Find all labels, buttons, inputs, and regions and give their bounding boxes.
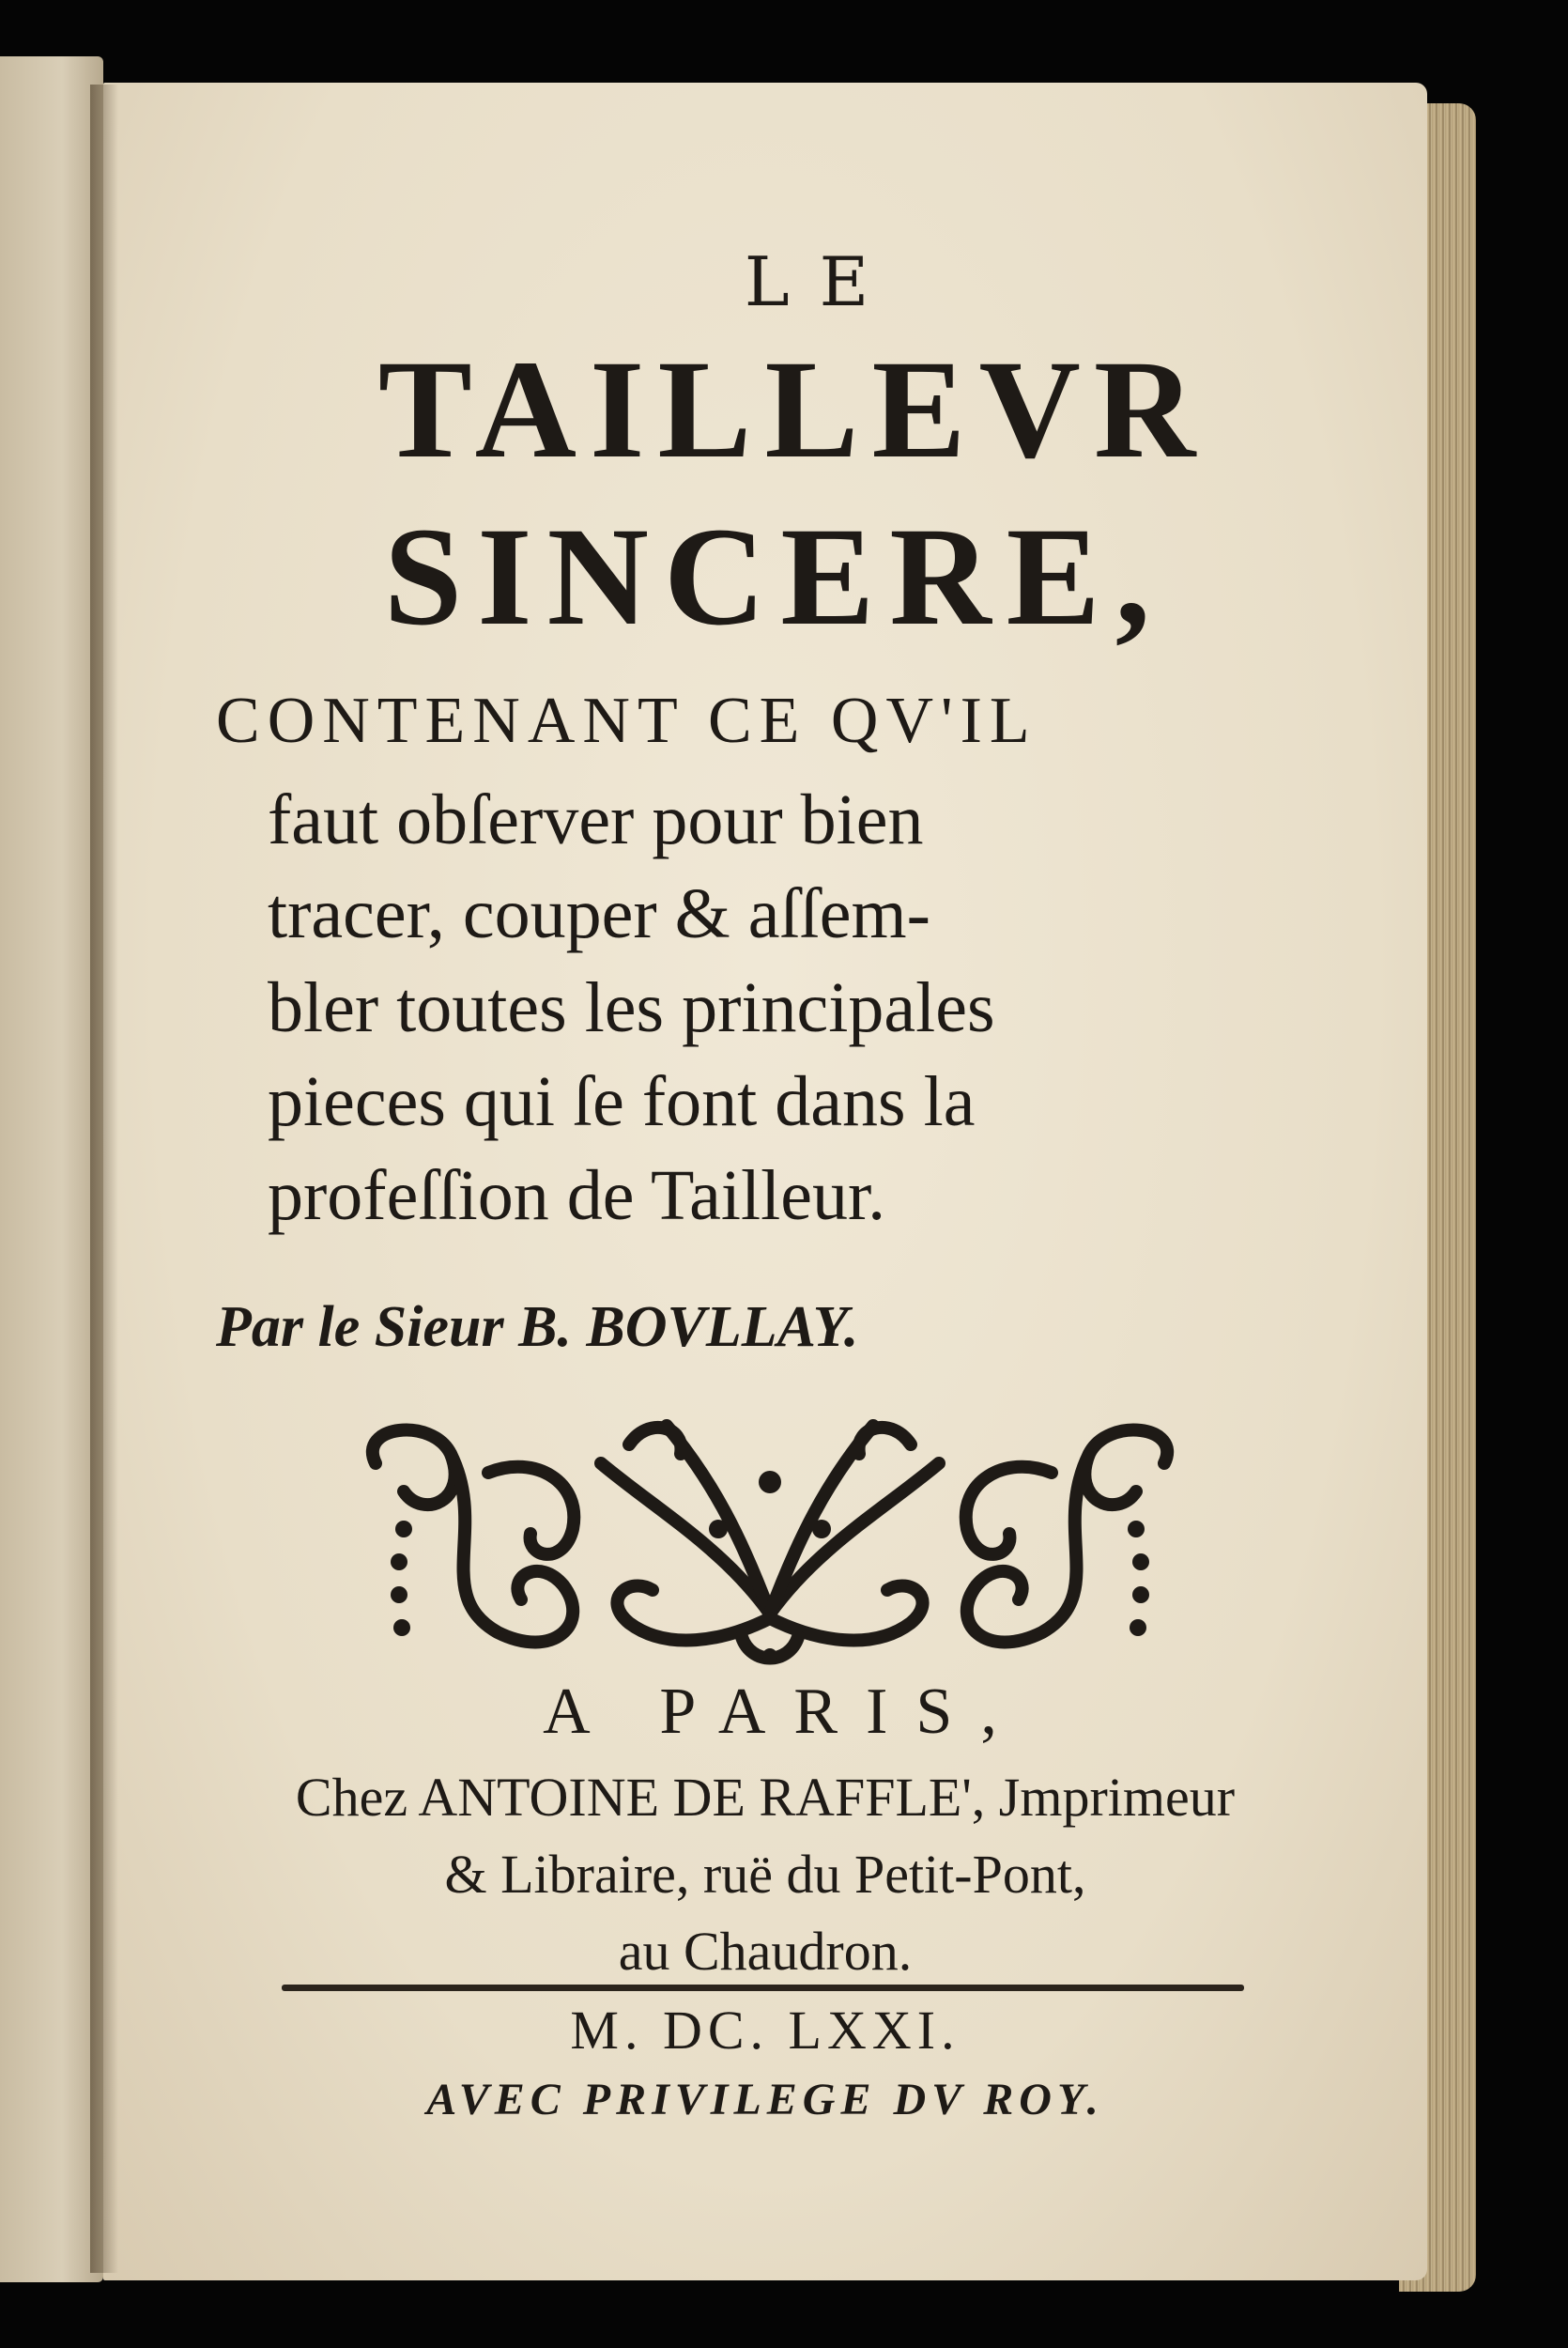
royal-privilege: AVEC PRIVILEGE DV ROY. [426,2075,1104,2124]
imprint-line-1: Chez ANTOINE DE RAFFLE', Jmprimeur [295,1767,1236,1828]
subtitle-line-2: tracer, couper & aſſem- [268,874,930,953]
author-line: Par le Sieur B. BOVLLAY. [216,1295,859,1359]
title-article: LE [744,242,899,321]
left-page [0,56,103,2282]
subtitle-line-3: bler toutes les principales [268,968,995,1047]
title-main: TAILLEVR [377,332,1209,487]
subtitle-line-4: pieces qui ſe font dans la [268,1062,976,1141]
subtitle-caps: CONTENANT CE QV'IL [216,685,1038,757]
floral-ornament-icon [347,1398,1192,1670]
horizontal-rule [282,1985,1244,1991]
spine-shadow [90,85,118,2273]
imprint-line-2: & Libraire, ruë du Petit-Pont, [444,1844,1086,1905]
title-sub: SINCERE, [383,499,1166,655]
imprint-line-3: au Chaudron. [618,1921,913,1982]
publication-date: M. DC. LXXI. [570,2000,961,2061]
title-page [103,83,1427,2280]
subtitle-line-1: faut obſerver pour bien [268,780,924,859]
subtitle-line-5: profeſſion de Tailleur. [268,1156,886,1235]
imprint-place: A PARIS, [543,1676,1025,1748]
